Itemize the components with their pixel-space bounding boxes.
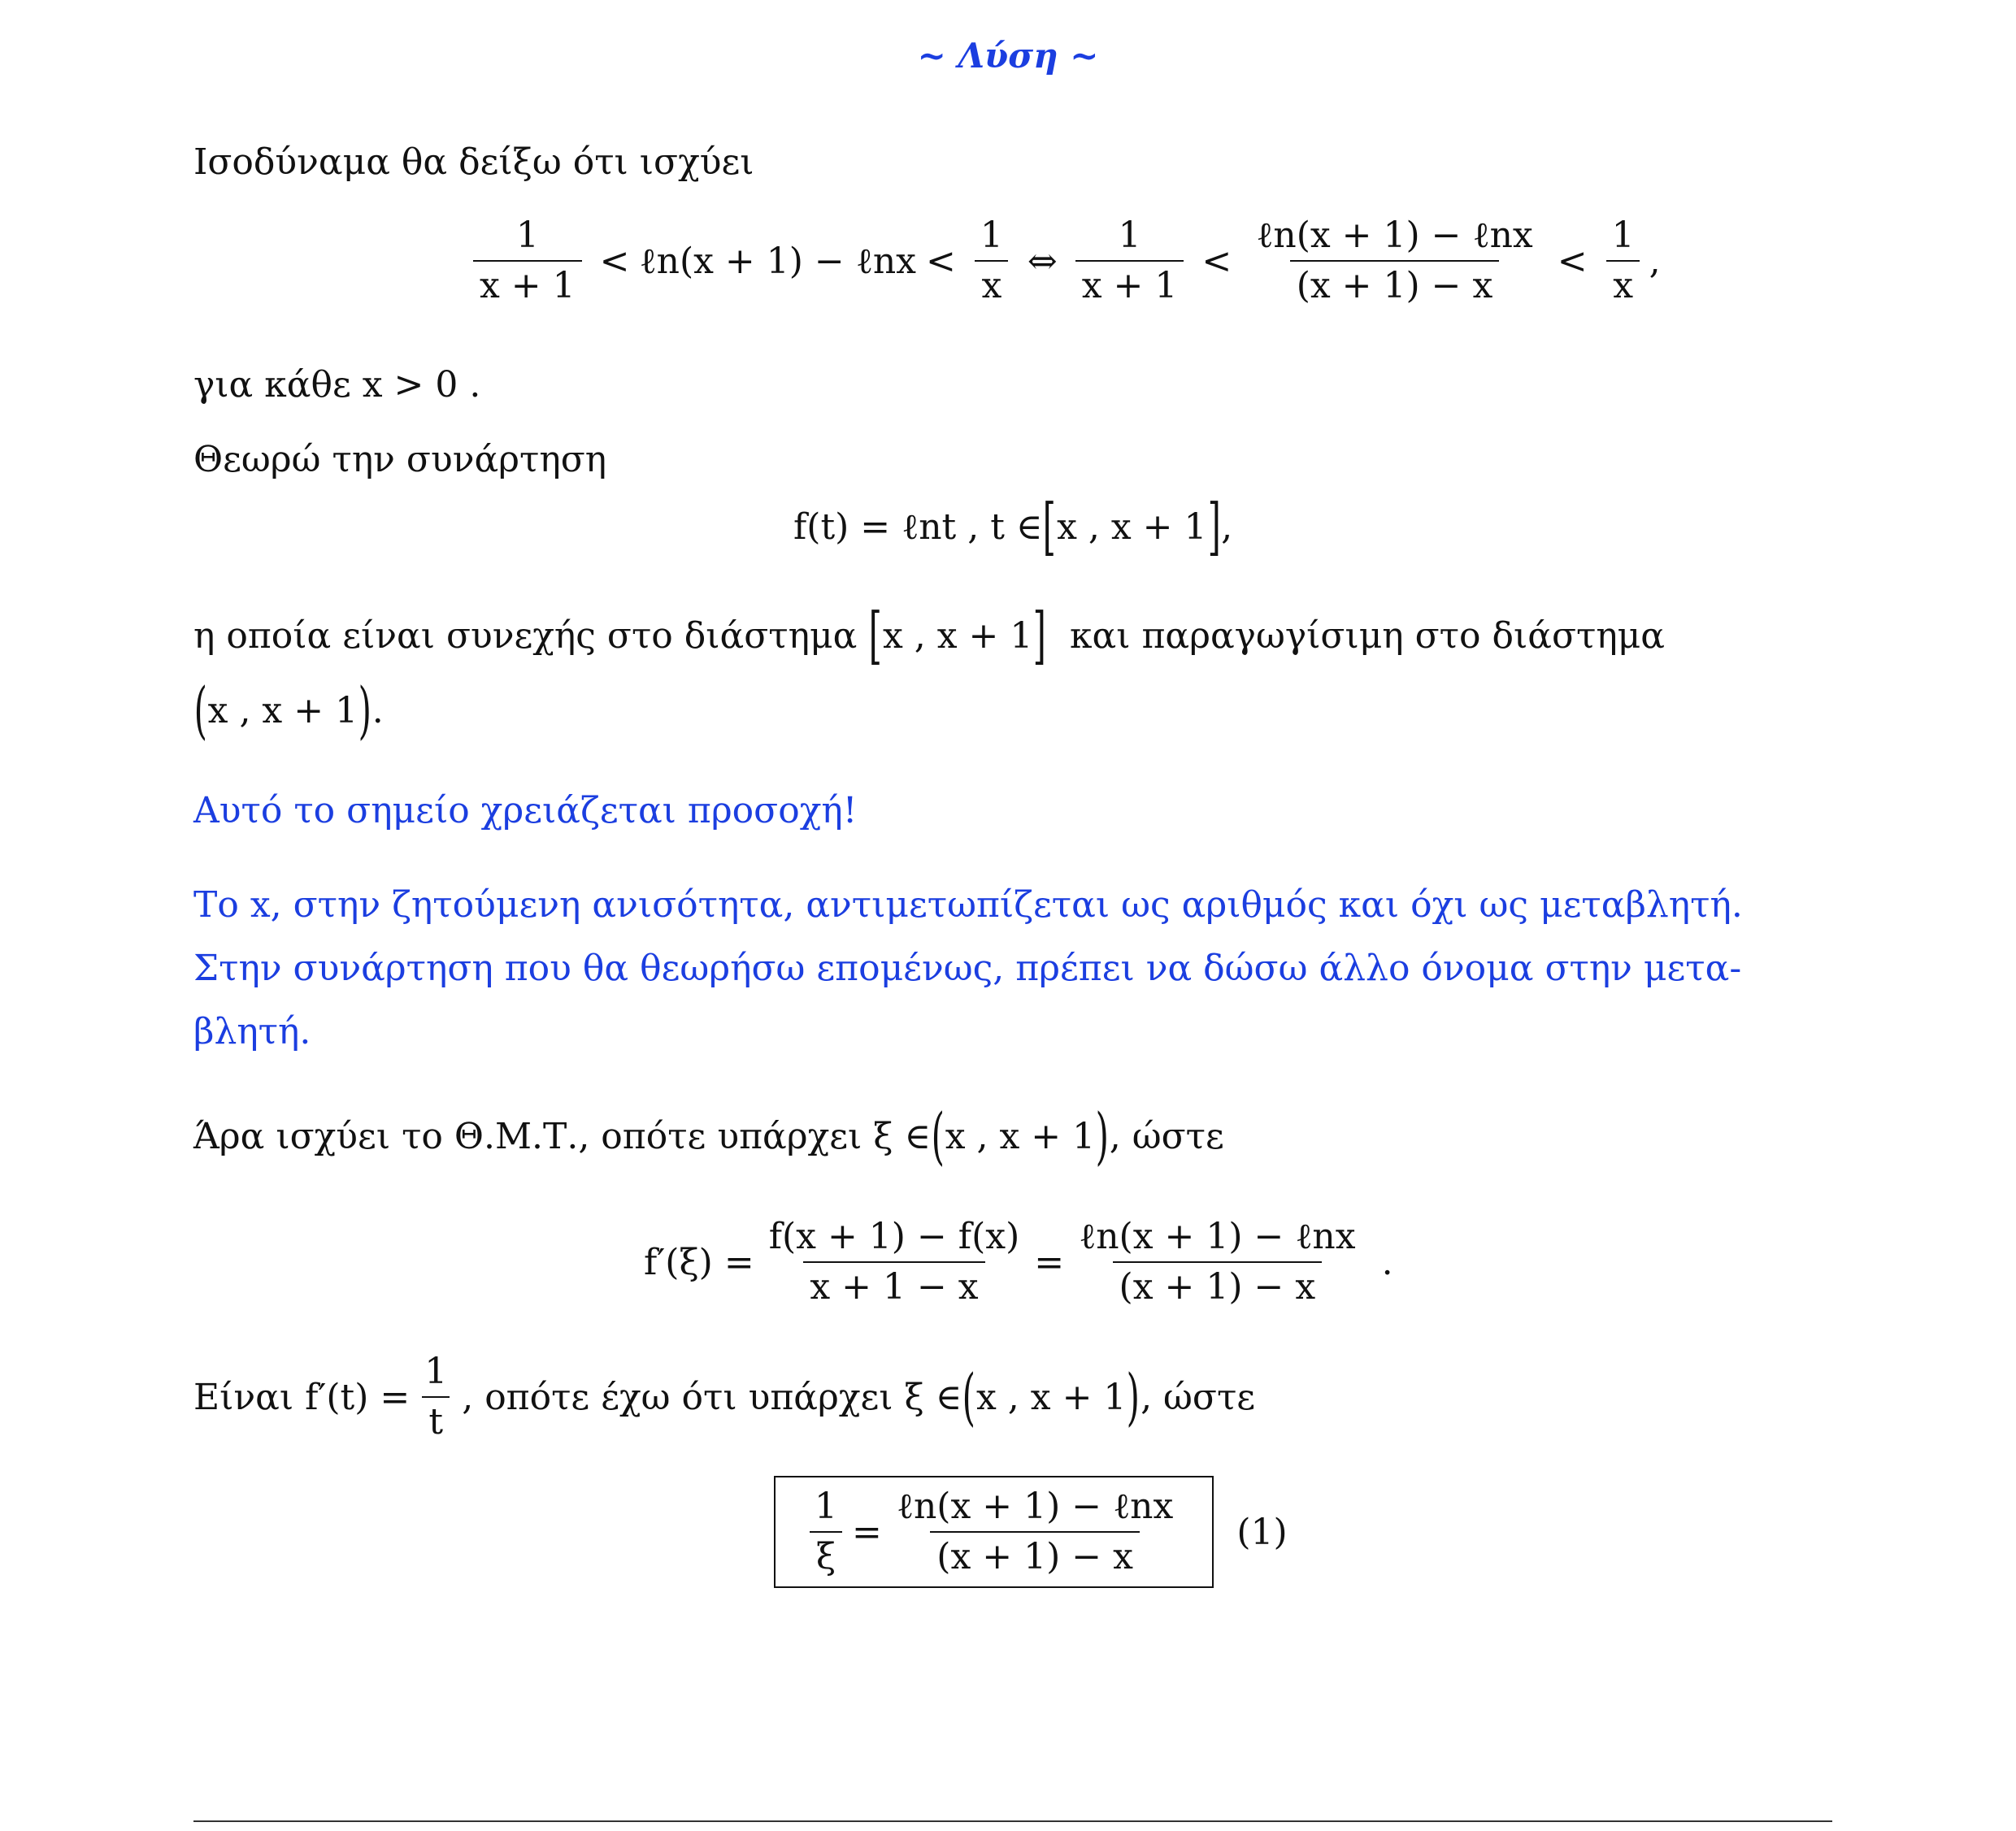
fraction-1-over-x-b: $\frac{1}{x}$ xyxy=(1605,218,1641,304)
note-line-2: Στην συνάρτηση που θα θεωρήσω επομένως, πρέπει να δώσω άλλο όνομα στην μετα- xyxy=(193,948,1742,989)
equation-inequality: $\frac{1}{x + 1}$ < ℓn(x + 1) − ℓnx < $\frac{1}{x}$ ⇔ $\frac{1}{x + 1}$ < $\frac{\text{ℓn(x + 1) − ℓnx}}{(x + 1) - x}$ < $\frac{1}{x}$ , xyxy=(465,218,1661,304)
paragraph-open-interval: ( x , x + 1 ) . xyxy=(193,674,384,746)
note-line-1: Το x, στην ζητούμενη ανισότητα, αντιμετωπίζεται ως αριθμός και όχι ως μεταβλητή. xyxy=(193,884,1743,926)
paragraph-mvt: Άρα ισχύει το Θ.Μ.Τ., οπότε υπάρχει ξ ∈ ( x , x + 1 ) , ώστε xyxy=(193,1100,1224,1172)
iff-symbol: ⇔ xyxy=(1027,240,1058,282)
equation-number: (1) xyxy=(1236,1511,1288,1553)
fraction-1-over-t: $\frac{1}{t}$ xyxy=(418,1354,454,1440)
fraction-difference-quotient: $\frac{\text{ℓn(x + 1) − ℓnx}}{(x + 1) - x}$ xyxy=(1256,215,1533,306)
fraction-log-quotient: $\frac{\text{ℓn(x + 1) − ℓnx}}{(x + 1) - x}$ xyxy=(1079,1216,1356,1308)
paragraph-for-all-x: για κάθε x > 0 . xyxy=(193,364,481,406)
paragraph-derivative: Είναι f′(t) = $\frac{1}{t}$ , οπότε έχω ότι υπάρχει ξ ∈ ( x , x + 1 ) , ώστε xyxy=(193,1351,1256,1443)
log-difference: ℓn(x + 1) − ℓnx xyxy=(639,240,916,282)
fraction-1-over-x-plus-1-b: $\frac{1}{x + 1}$ xyxy=(1075,218,1184,304)
fraction-log-quotient-boxed: $\frac{\text{ℓn(x + 1) − ℓnx}}{(x + 1) - x}$ xyxy=(896,1486,1174,1577)
equation-boxed-result xyxy=(774,1476,1288,1588)
equation-mvt: f′(ξ) = $\frac{f(x + 1) - f(x)}{x + 1 - x}$ = $\frac{\text{ℓn(x + 1) − ℓnx}}{(x + 1) - x}$ . xyxy=(644,1216,1393,1308)
paragraph-consider-function: Θεωρώ την συνάρτηση xyxy=(193,439,607,480)
paragraph-intro: Ισοδύναμα θα δείξω ότι ισχύει xyxy=(193,141,754,183)
note-attention: Αυτό το σημείο χρειάζεται προσοχή! xyxy=(193,790,858,831)
section-title: ~ Λύση ~ xyxy=(917,36,1099,76)
bottom-rule xyxy=(193,1820,1832,1822)
fraction-mvt-quotient: $\frac{f(x + 1) - f(x)}{x + 1 - x}$ xyxy=(768,1216,1020,1308)
fraction-1-over-xi: $\frac{1}{\xi}$ xyxy=(808,1489,844,1575)
fraction-1-over-x-plus-1: $\frac{1}{x + 1}$ xyxy=(473,218,582,304)
note-line-3: βλητή. xyxy=(193,1011,311,1052)
fraction-1-over-x: $\frac{1}{x}$ xyxy=(974,218,1010,304)
result-box: $\frac{1}{\xi}$ = $\frac{\text{ℓn(x + 1) − ℓnx}}{(x + 1) - x}$ xyxy=(774,1476,1214,1588)
equation-function-definition: f(t) = ℓnt , t ∈ [ x , x + 1 ] , xyxy=(793,490,1233,562)
paragraph-continuity: η οποία είναι συνεχής στο διάστημα [ x , x + 1 ] και παραγωγίσιμη στο διάστημα xyxy=(193,599,1665,671)
